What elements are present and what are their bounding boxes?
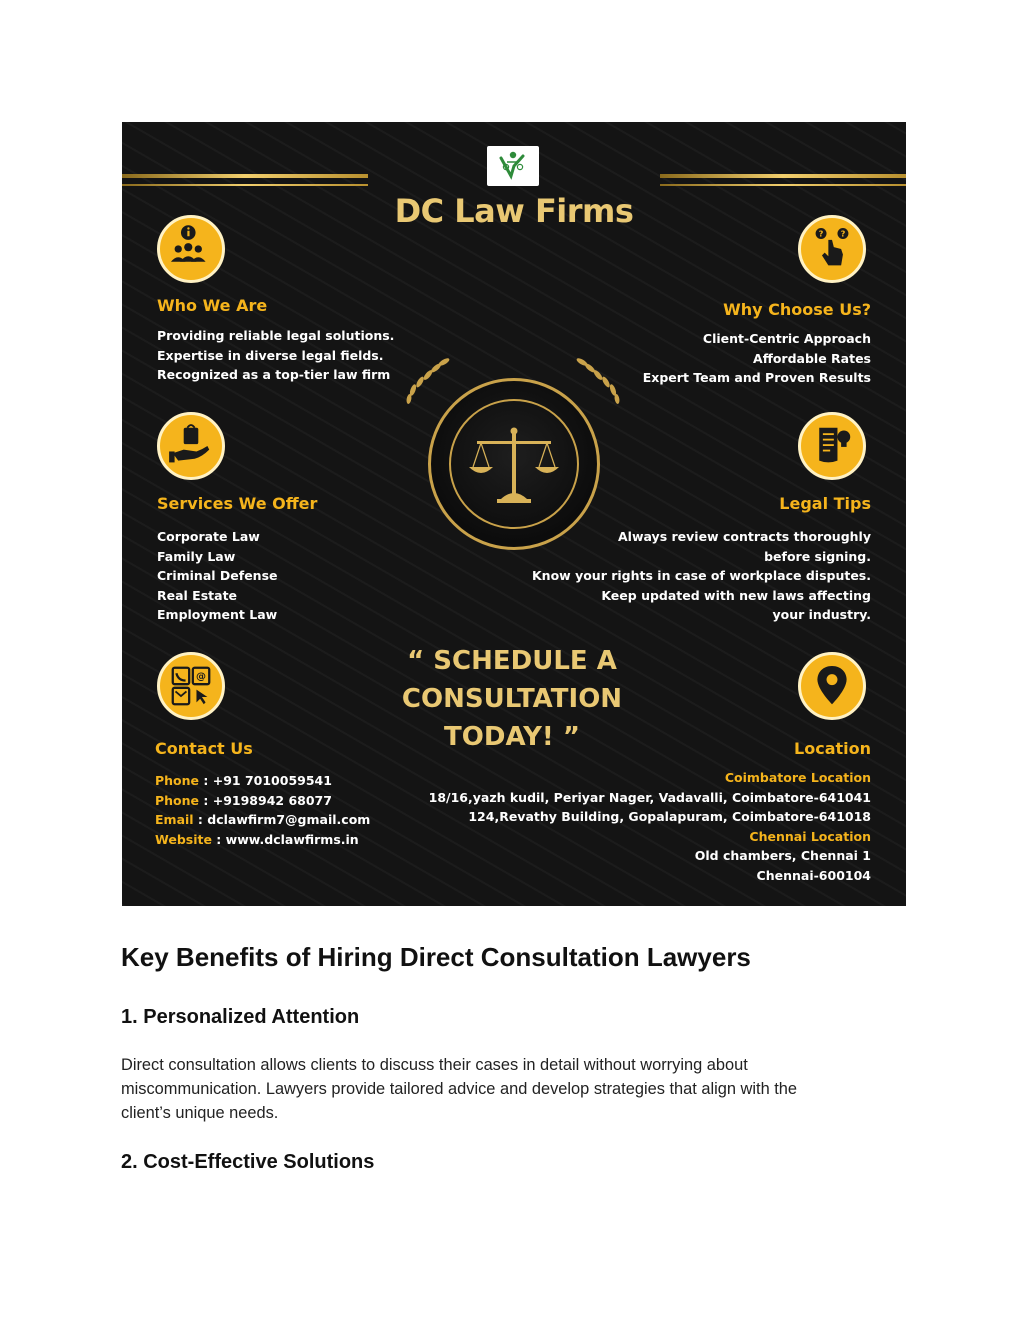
svg-text:?: ? xyxy=(818,228,824,239)
tip-line: Keep updated with new laws affecting xyxy=(601,587,871,603)
schedule-consultation-cta xyxy=(372,642,652,756)
contact-details xyxy=(155,771,370,849)
paragraph-line: client’s unique needs. xyxy=(121,1104,279,1122)
services-list xyxy=(157,527,278,625)
service-item: Real Estate xyxy=(157,587,238,603)
chennai-location-label: Chennai Location xyxy=(749,828,871,844)
contact-title: Contact Us xyxy=(155,739,253,758)
svg-text:?: ? xyxy=(840,228,846,239)
tip-line: Always review contracts thoroughly xyxy=(618,529,871,544)
phone-link[interactable]: +9198942 68077 xyxy=(212,792,332,808)
why-choose-us-title: Why Choose Us? xyxy=(723,300,871,319)
justice-seal xyxy=(428,378,600,550)
services-title: Services We Offer xyxy=(157,494,318,513)
email-link[interactable]: dclawfirm7@gmail.com xyxy=(207,812,371,827)
page-heading: Key Benefits of Hiring Direct Consultation Lawyers xyxy=(121,942,751,972)
cta-line: CONSULTATION xyxy=(401,684,623,714)
cta-line: TODAY! ” xyxy=(444,722,580,752)
address-line: Chennai-600104 xyxy=(756,867,871,883)
why-line: Expert Team and Proven Results xyxy=(642,370,871,385)
who-line: Expertise in diverse legal fields. xyxy=(157,347,384,363)
contact-icon xyxy=(157,652,225,720)
who-we-are-text xyxy=(157,326,394,385)
contact-row-phone: Phone : +91 7010059541 xyxy=(155,773,332,788)
promo-poster xyxy=(122,122,906,906)
address-line: 124,Revathy Building, Gopalapuram, Coimbatore-641018 xyxy=(468,809,871,824)
header-line-left-bottom xyxy=(122,184,368,186)
location-pin-icon xyxy=(798,652,866,720)
section-heading: 2. Cost-Effective Solutions xyxy=(121,1151,375,1173)
who-line: Providing reliable legal solutions. xyxy=(157,328,395,343)
service-item: Employment Law xyxy=(157,607,278,622)
header-line-left-top xyxy=(122,174,368,178)
contact-row-email: Email : dclawfirm7@gmail.com xyxy=(155,812,371,827)
tip-line: your industry. xyxy=(772,607,871,622)
who-we-are-title: Who We Are xyxy=(157,296,268,315)
hand-shopping-bag-icon xyxy=(157,412,225,480)
logo-icon xyxy=(487,146,539,186)
paragraph-line: Direct consultation allows clients to discuss their cases in detail without worrying about xyxy=(121,1056,748,1074)
service-item: Corporate Law xyxy=(157,529,260,544)
location-details xyxy=(429,768,871,885)
legal-tips-title: Legal Tips xyxy=(779,494,871,513)
people-info-icon xyxy=(157,215,225,283)
why-line: Client-Centric Approach xyxy=(702,331,871,346)
service-item: Family Law xyxy=(157,548,236,564)
why-choose-us-text xyxy=(643,329,871,388)
legal-tips-text xyxy=(532,527,871,625)
header-line-right-bottom xyxy=(660,184,906,186)
address-line: Old chambers, Chennai 1 xyxy=(694,848,871,863)
address-line: 18/16,yazh kudil, Periyar Nager, Vadavalli, Coimbatore-641041 xyxy=(428,789,871,805)
justice-scale-icon xyxy=(431,381,597,547)
tip-line: Know your rights in case of workplace disputes. xyxy=(532,568,871,583)
phone-link[interactable]: +91 7010059541 xyxy=(212,773,332,788)
contact-row-phone: Phone : +9198942 68077 xyxy=(155,792,332,808)
why-line: Affordable Rates xyxy=(753,350,871,366)
section-paragraph xyxy=(121,1053,901,1125)
brand-title: DC Law Firms xyxy=(394,192,634,230)
svg-text:@: @ xyxy=(196,671,207,683)
section-heading: 1. Personalized Attention xyxy=(121,1006,360,1028)
service-item: Criminal Defense xyxy=(157,568,278,583)
paragraph-line: miscommunication. Lawyers provide tailored advice and develop strategies that align with the xyxy=(121,1080,798,1098)
document-bulb-icon xyxy=(798,412,866,480)
who-line: Recognized as a top-tier law firm xyxy=(157,367,391,382)
contact-row-website: Website : www.dclawfirms.in xyxy=(155,831,359,847)
location-title: Location xyxy=(794,739,871,758)
tip-line: before signing. xyxy=(764,548,871,564)
hand-click-question-icon xyxy=(798,215,866,283)
header-line-right-top xyxy=(660,174,906,178)
cta-line: “ SCHEDULE A xyxy=(407,646,617,676)
coimbatore-location-label: Coimbatore Location xyxy=(724,770,871,785)
website-link[interactable]: www.dclawfirms.in xyxy=(225,831,359,847)
